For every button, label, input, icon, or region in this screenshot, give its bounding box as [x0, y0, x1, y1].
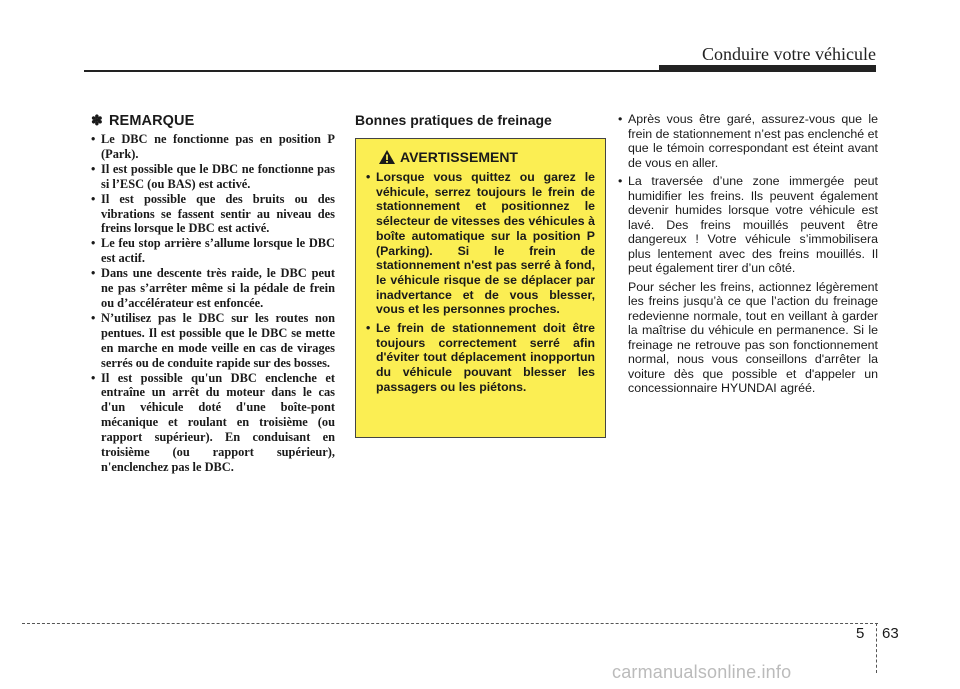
remarque-title: REMARQUE [108, 113, 195, 129]
list-item: • Lorsque vous quittez ou garez le véhicule, serrez toujours le frein de stationnement et positionnez le sélecteur de vitesses des véhicules à boîte automatique sur la position P (Parking). Si le frein de stationnement n'est pas serré à fond, le véhicule risque de se déplacer par inadvertance et de vous blesser, vous et les personnes proches. [366, 170, 595, 317]
list-item: • Le frein de stationnement doit être toujours correctement serré afin d'éviter tout déplacement inopportun du véhicule pouvant blesser les passagers ou les piétons. [366, 321, 595, 395]
braking-column [355, 112, 608, 438]
list-item: • Il est possible qu'un DBC enclenche et entraîne un arrêt du moteur dans le cas d'un véhicule doté d'une boîte-pont mécanique et roulant en troisième (ou rapport supérieur). En conduisant en troisième (ou rapport supérieur), n'enclenchez pas le DBC. [91, 371, 335, 475]
section-title: Bonnes pratiques de freinage [355, 112, 552, 128]
list-item: • Le DBC ne fonctionne pas en position P (Park). [91, 132, 335, 162]
list-item: • Il est possible que le DBC ne fonctionne pas si l’ESC (ou BAS) est activé. [91, 162, 335, 192]
remarque-column [91, 112, 335, 475]
remarque-heading [91, 112, 335, 129]
list-item: • La traversée d’une zone immergée peut humidifier les freins. Ils peuvent également devenir humides lorsque votre véhicule est lavé. Des freins mouillés peuvent être dangereux ! Votre véhicule s’immobilisera plus lentement avec des freins mouillés. Il peut également tirer d’un côté. [618, 174, 878, 276]
page-header-title: Conduire votre véhicule [702, 44, 876, 64]
list-item: • Après vous être garé, assurez-vous que le frein de stationnement n’est pas enclenché et que le témoin correspondant est éteint avant de vous en aller. [618, 112, 878, 170]
footer-rule [22, 623, 878, 624]
asterisk-icon: ✽ [91, 112, 103, 128]
list-item: • Dans une descente très raide, le DBC peut ne pas s’arrêter même si la pédale de frein ou d’accélérateur est enfoncée. [91, 266, 335, 311]
drying-paragraph: Pour sécher les freins, actionnez légèrement les freins jusqu’à ce que l’action du freinage redevienne normale, tout en veillant à garder la maîtrise du véhicule en permanence. Si le freinage ne retrouve pas son fonctionnement normal, nous vous conseillons d'arrêter la voiture dès que possible et d'appeler un concessionnaire HYUNDAI agréé. [628, 279, 878, 395]
header-rule-accent [659, 65, 876, 71]
remarque-list [91, 132, 335, 475]
tips-column [618, 112, 878, 396]
warning-list [366, 170, 595, 395]
list-item: • N’utilisez pas le DBC sur les routes non pentues. Il est possible que le DBC se mette en marche en mode veille en cas de virages serrés ou de conduite rapide sur des bosses. [91, 311, 335, 371]
warning-title: AVERTISSEMENT [400, 149, 518, 165]
warning-box [355, 138, 606, 438]
footer-divider [876, 623, 877, 673]
list-item: • Il est possible que des bruits ou des vibrations se fassent sentir au niveau des freins lorsque le DBC est activé. [91, 192, 335, 237]
page-number: 63 [882, 625, 899, 642]
watermark: carmanualsonline.info [612, 662, 792, 682]
tips-list [618, 112, 878, 276]
list-item: • Le feu stop arrière s’allume lorsque le DBC est actif. [91, 236, 335, 266]
warning-heading [378, 149, 595, 165]
section-number: 5 [856, 625, 865, 642]
warning-triangle-icon [378, 149, 396, 165]
